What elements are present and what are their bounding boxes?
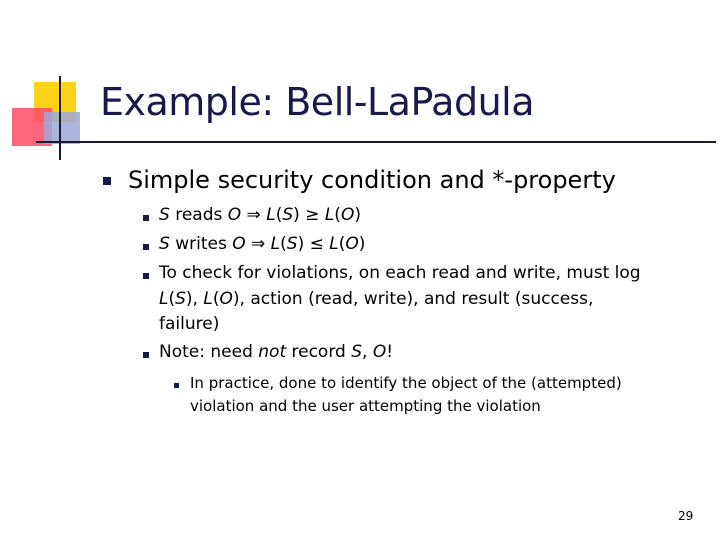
bullet-marker <box>143 244 149 250</box>
bullet-marker <box>103 177 111 185</box>
bullet-marker <box>143 273 149 279</box>
slide-title: Example: Bell-LaPadula <box>100 80 535 124</box>
sub-bullet-reads: S reads O ⇒ L(S) ≥ L(O) <box>159 205 361 225</box>
sub-sub-bullet-practice-line1: In practice, done to identify the object of the (attempted) <box>190 374 622 392</box>
page-number: 29 <box>678 509 694 523</box>
bullet-simple-security: Simple security condition and *-property <box>128 166 616 194</box>
bullet-marker <box>174 383 179 388</box>
title-underline <box>36 141 716 143</box>
sub-bullet-check-line3: failure) <box>159 314 220 334</box>
sub-bullet-note: Note: need not record S, O! <box>159 342 394 362</box>
sub-sub-bullet-practice-line2: violation and the user attempting the violation <box>190 397 541 415</box>
sub-bullet-writes: S writes O ⇒ L(S) ≤ L(O) <box>159 234 366 254</box>
sub-bullet-check-line2: L(S), L(O), action (read, write), and result (success, <box>159 289 594 309</box>
logo-vertical-line <box>59 76 61 160</box>
logo-blue-square <box>44 112 80 144</box>
sub-bullet-check-line1: To check for violations, on each read and write, must log <box>159 263 641 283</box>
bullet-marker <box>143 215 149 221</box>
bullet-marker <box>143 352 149 358</box>
